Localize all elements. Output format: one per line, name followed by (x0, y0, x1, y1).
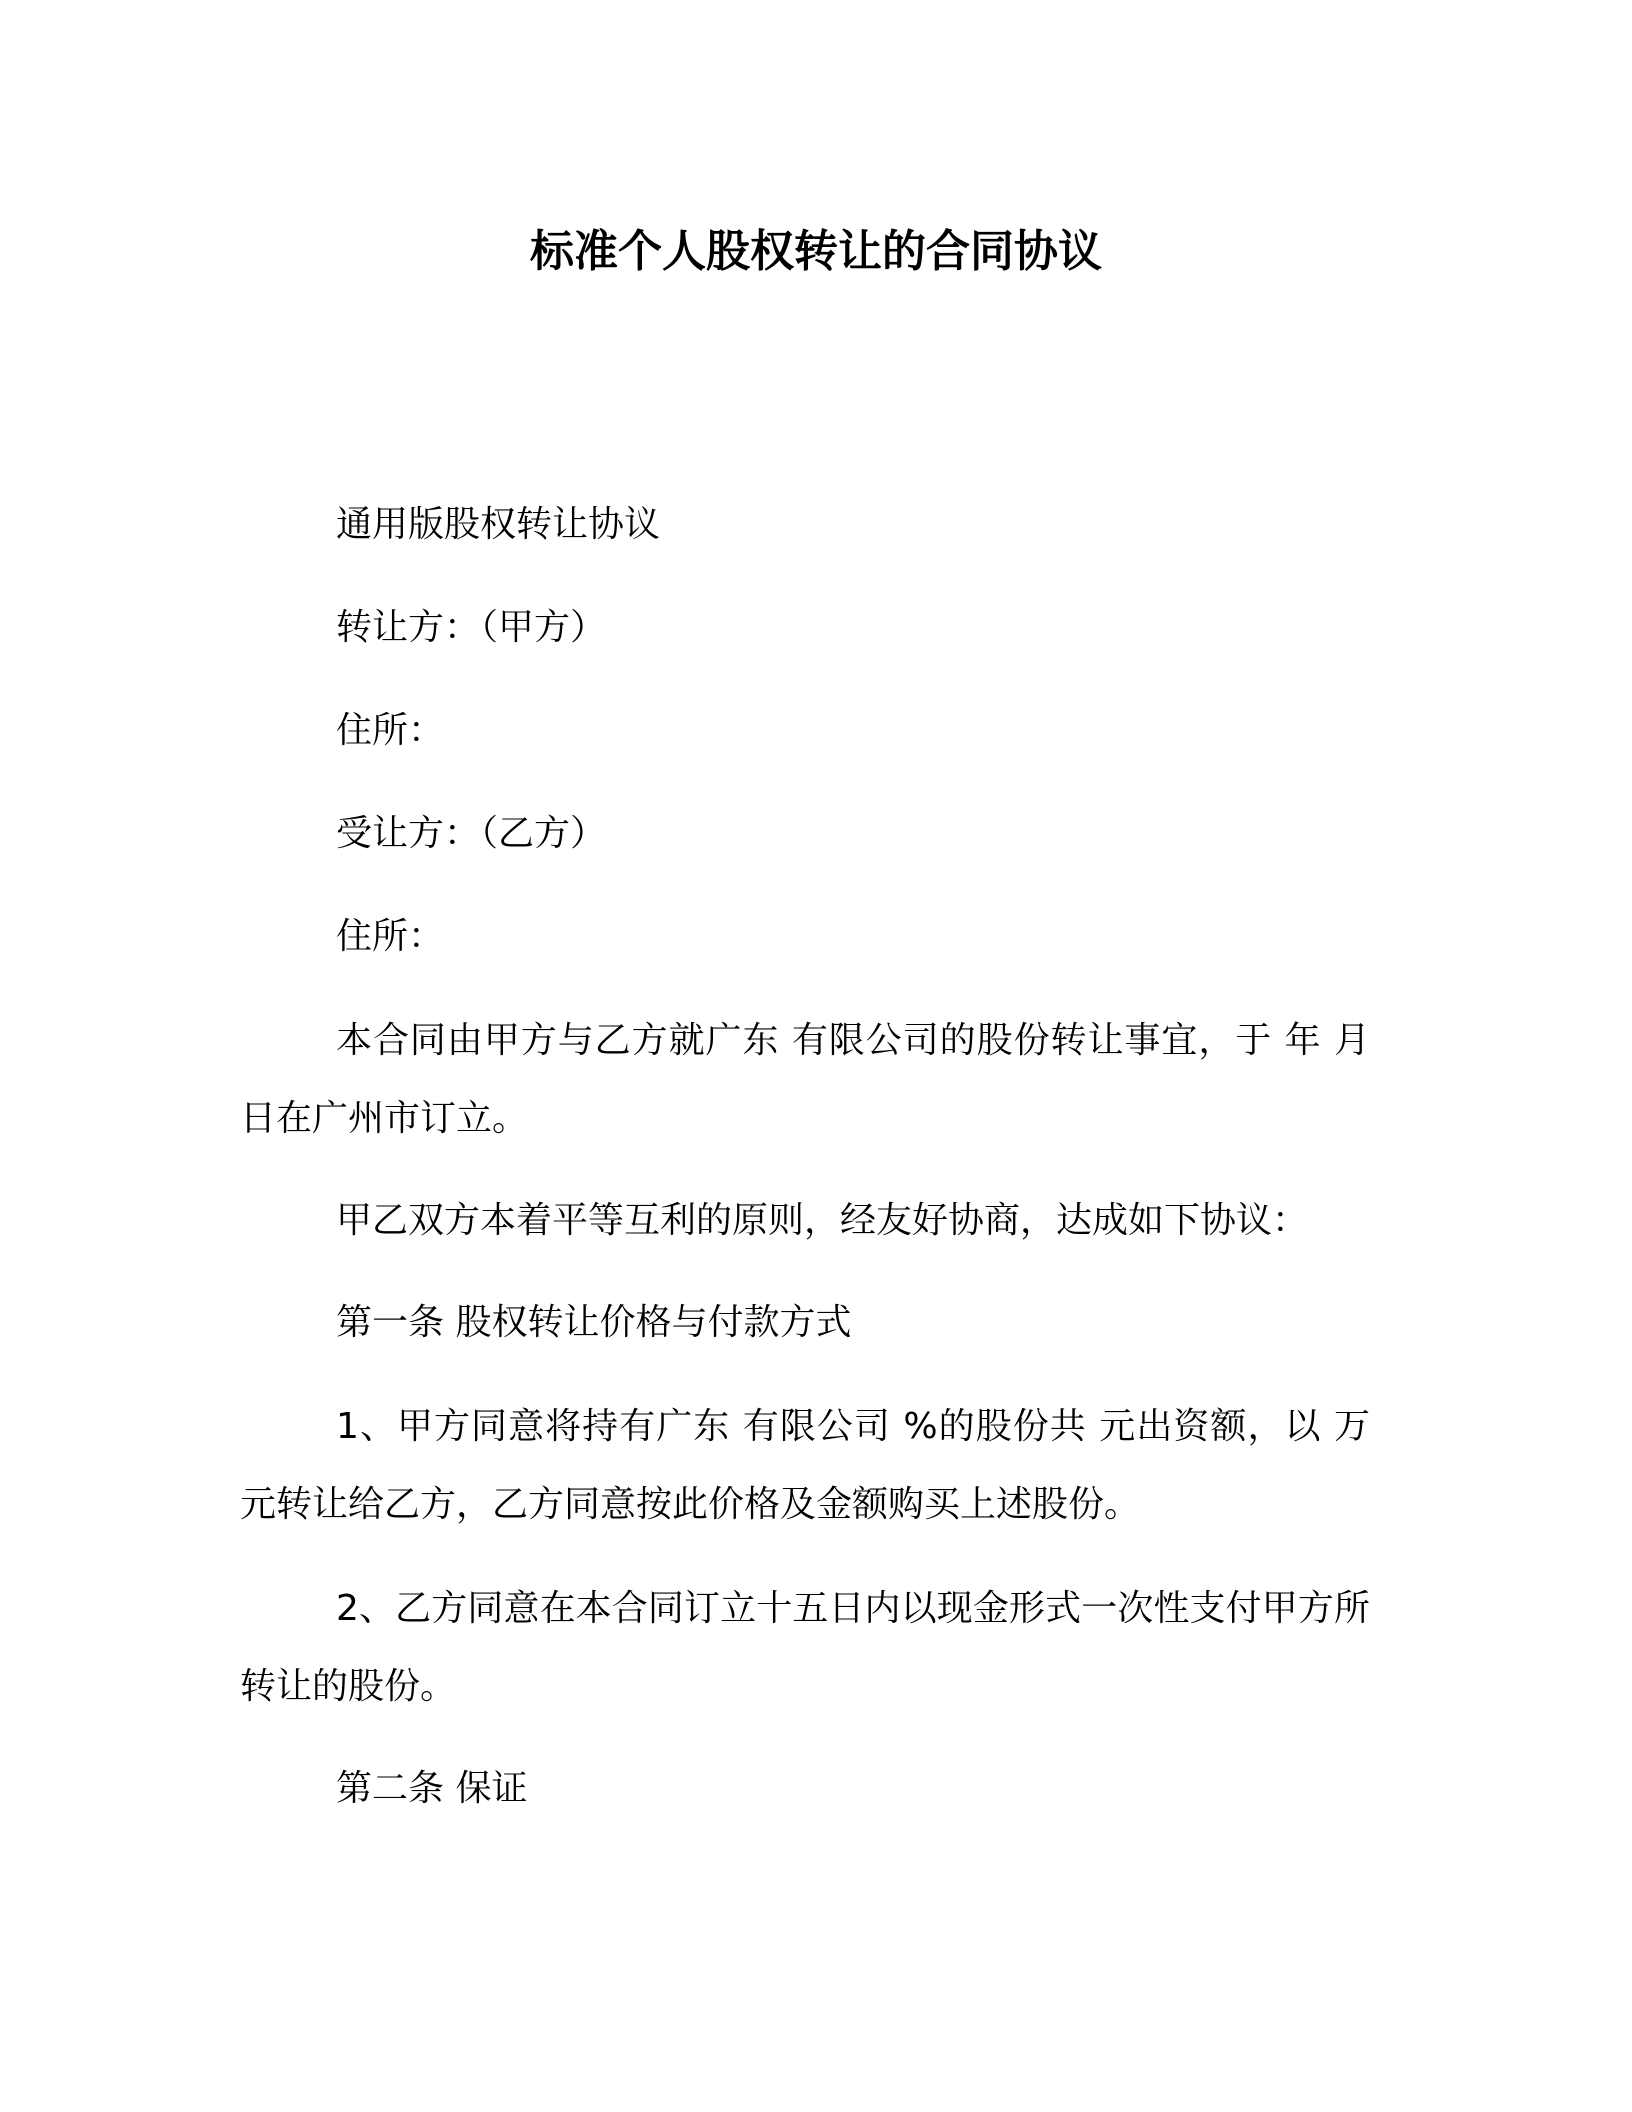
transferee-label: 受让方：（乙方） (336, 813, 607, 854)
article1-clause2: 2、乙方同意在本合同订立十五日内以现金形式一次性支付甲方所转让的股份。 (240, 1588, 1370, 1707)
principle-paragraph: 甲乙双方本着平等互利的原则，经友好协商，达成如下协议： (336, 1200, 1309, 1241)
subtitle: 通用版股权转让协议 (336, 504, 661, 545)
article2-heading: 第二条 保证 (336, 1768, 528, 1809)
transferor-address-label: 住所： (336, 710, 445, 751)
article1-heading: 第一条 股权转让价格与付款方式 (336, 1302, 852, 1343)
article1-clause1: 1、甲方同意将持有广东 有限公司 %的股份共 元出资额，以 万元转让给乙方，乙方同意按此价格及金额购买上述股份。 (240, 1406, 1370, 1525)
transferee-address-label: 住所： (336, 916, 445, 957)
transferor-label: 转让方：（甲方） (336, 607, 607, 648)
document-title: 标准个人股权转让的合同协议 (530, 226, 1102, 277)
intro-paragraph: 本合同由甲方与乙方就广东 有限公司的股份转让事宜，于 年 月 日在广州市订立。 (240, 1020, 1370, 1139)
